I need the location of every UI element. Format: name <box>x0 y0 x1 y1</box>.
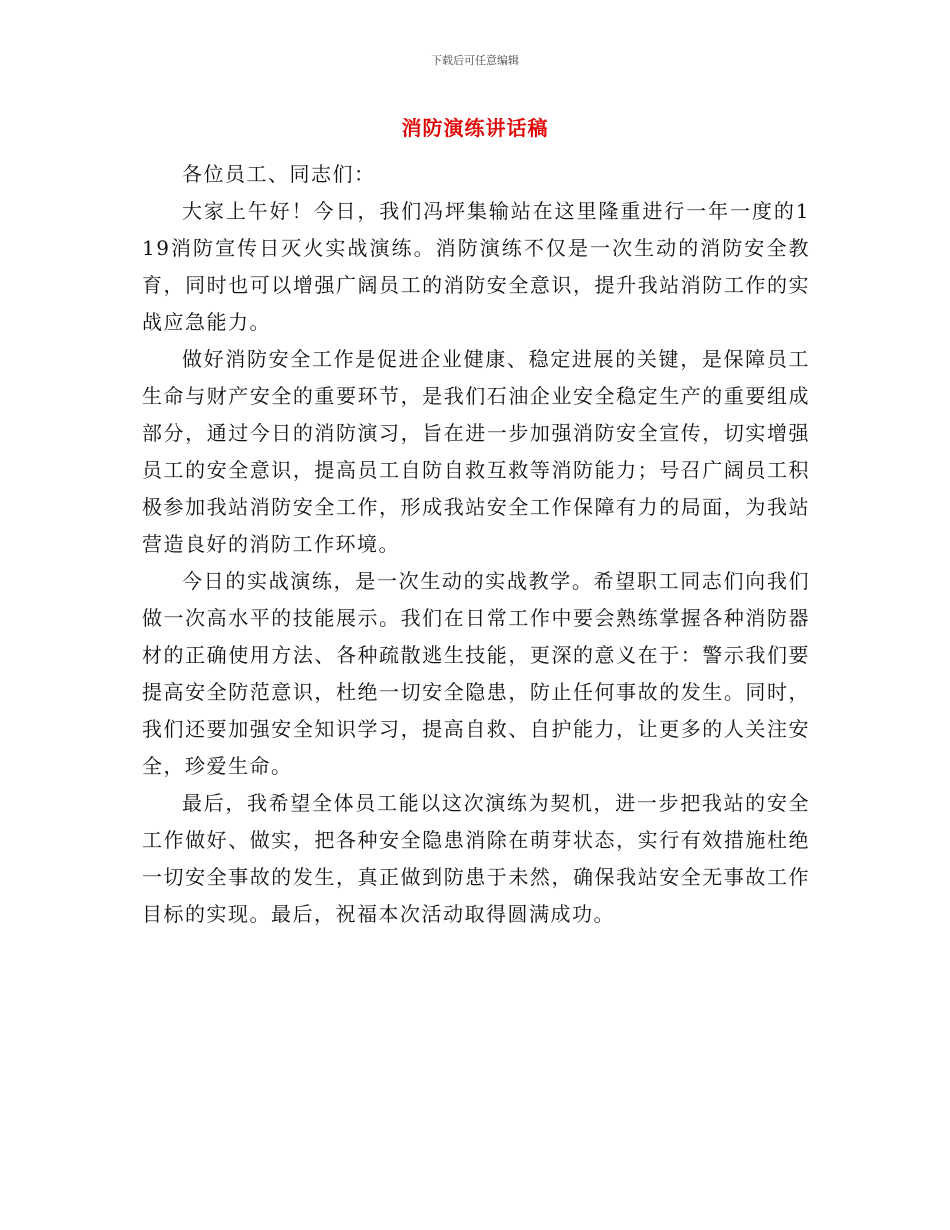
opening-paragraph: 大家上午好！今日，我们冯坪集输站在这里隆重进行一年一度的119消防宣传日灭火实战演练。消防演练不仅是一次生动的消防安全教育，同时也可以增强广阔员工的消防安全意识，提升我站消防工作的实战应急能力。 <box>142 199 810 334</box>
document-body <box>142 156 810 933</box>
salutation-paragraph: 各位员工、同志们： <box>182 162 376 186</box>
drill-purpose-paragraph: 今日的实战演练，是一次生动的实战教学。希望职工同志们向我们做一次高水平的技能展示。我们在日常工作中要会熟练掌握各种消防器材的正确使用方法、各种疏散逃生技能，更深的意义在于：警示我们要提高安全防范意识，杜绝一切安全隐患，防止任何事故的发生。同时，我们还要加强安全知识学习，提高自救、自护能力，让更多的人关注安全，珍爱生命。 <box>142 569 810 778</box>
importance-paragraph: 做好消防安全工作是促进企业健康、稳定进展的关键，是保障员工生命与财产安全的重要环节，是我们石油企业安全稳定生产的重要组成部分，通过今日的消防演习，旨在进一步加强消防安全宣传，切实增强员工的安全意识，提高员工自防自救互救等消防能力；号召广阔员工积极参加我站消防安全工作，形成我站安全工作保障有力的局面，为我站营造良好的消防工作环境。 <box>142 347 810 556</box>
closing-paragraph: 最后，我希望全体员工能以这次演练为契机，进一步把我站的安全工作做好、做实，把各种安全隐患消除在萌芽状态，实行有效措施杜绝一切安全事故的发生，真正做到防患于未然，确保我站安全无事故工作目标的实现。最后，祝福本次活动取得圆满成功。 <box>142 791 810 926</box>
document-title: 消防演练讲话稿 <box>401 116 549 140</box>
page-header-note: 下载后可任意编辑 <box>431 54 519 67</box>
